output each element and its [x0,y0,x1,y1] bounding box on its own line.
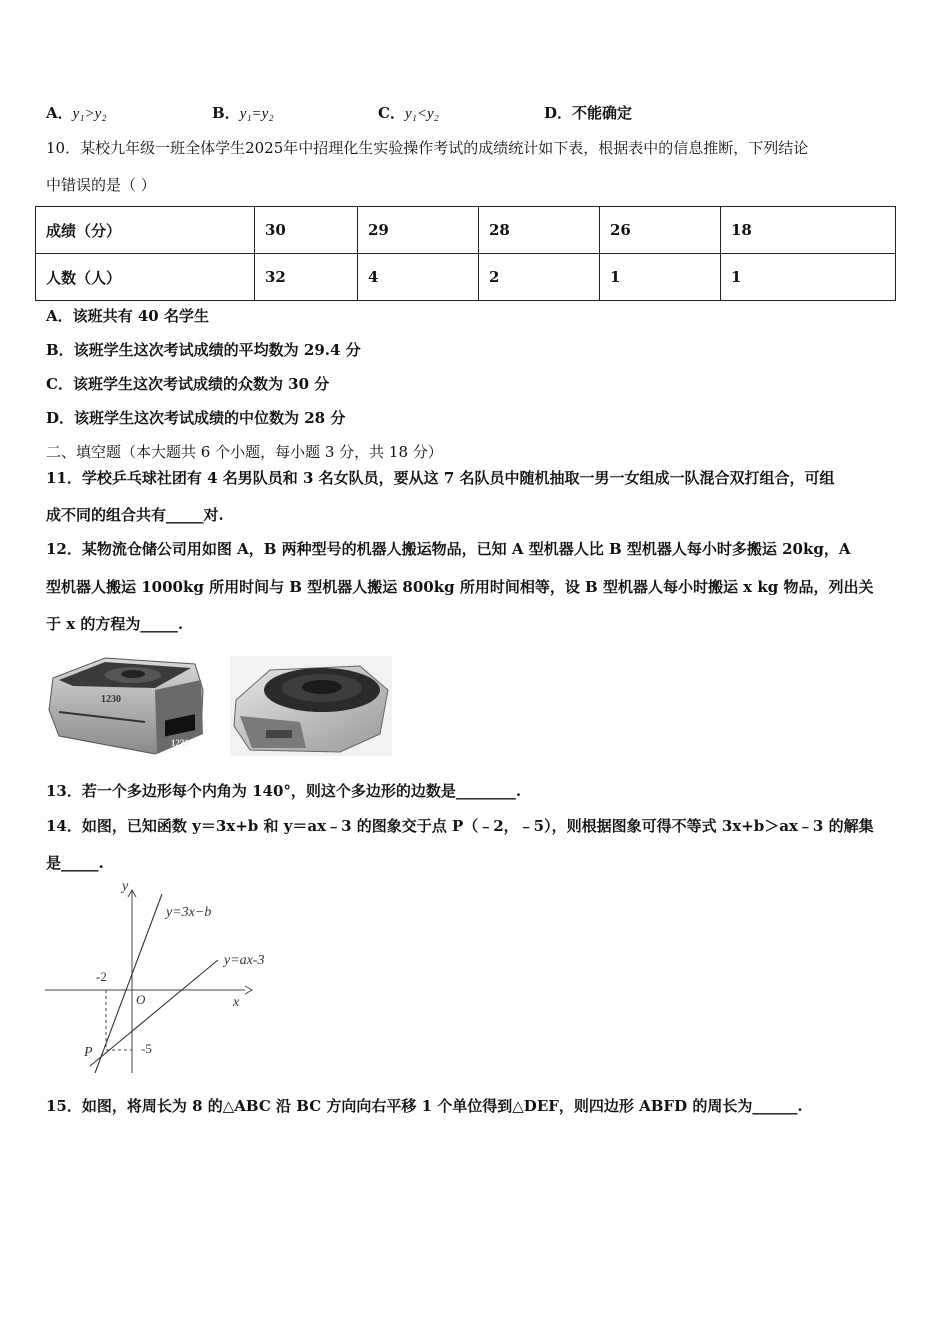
table-cell: 2 [479,254,600,301]
q10-option-d: D．该班学生这次考试成绩的中位数为 28 分 [46,409,346,427]
q14-stem-line1: 14．如图，已知函数 y＝3x+b 和 y＝ax﹣3 的图象交于点 P（﹣2，﹣5），则根据图象可得不等式 3x+b＞ax﹣3 的解集 [46,817,874,835]
option-text: y₁>y₂ [72,106,107,122]
line2-label: y=ax-3 [224,953,265,968]
table-cell: 32 [255,254,358,301]
option-label: B． [212,104,240,122]
robot-b-image [230,656,392,756]
table-cell: 18 [721,207,896,254]
q9-option-a [46,102,107,123]
x-axis-label: x [233,995,240,1010]
table-cell: 人数（人） [36,254,255,301]
point-p-label: P [84,1045,93,1060]
option-label: C． [378,104,405,122]
function-graph [40,878,290,1078]
score-table [35,206,896,301]
q15-stem: 15．如图，将周长为 8 的△ABC 沿 BC 方向向右平移 1 个单位得到△DEF，则四边形 ABFD 的周长为______. [46,1097,803,1115]
option-text: 不能确定 [572,104,633,122]
y-axis-label: y [122,879,129,894]
q10-option-c: C．该班学生这次考试成绩的众数为 30 分 [46,375,330,393]
q14-stem-line2: 是_____. [46,854,104,872]
q11-stem-line2: 成不同的组合共有_____对. [46,506,224,524]
origin-label: O [136,992,146,1007]
line1-label: y=3x−b [166,905,212,920]
option-text: y₁=y₂ [239,106,274,122]
q12-stem-line1: 12．某物流仓储公司用如图 A，B 两种型号的机器人搬运物品，已知 A 型机器人比 B 型机器人每小时多搬运 20kg，A [46,540,851,558]
q12-stem-line3: 于 x 的方程为_____. [46,615,184,633]
line-ax-3 [90,960,218,1066]
table-cell: 29 [358,207,479,254]
q9-option-b [212,102,274,123]
robot-side-label: 1230 [171,738,189,748]
option-text: y₁<y₂ [404,106,439,122]
table-cell: 成绩（分） [36,207,255,254]
q9-option-d [544,102,632,123]
table-cell: 4 [358,254,479,301]
q12-stem-line2: 型机器人搬运 1000kg 所用时间与 B 型机器人搬运 800kg 所用时间相等，设 B 型机器人每小时搬运 x kg 物品，列出关 [46,578,874,596]
x-axis-arrow [245,986,252,994]
q13-stem: 13．若一个多边形每个内角为 140°，则这个多边形的边数是________. [46,782,522,800]
q11-stem-line1: 11．学校乒乓球社团有 4 名男队员和 3 名女队员，要从这 7 名队员中随机抽取一男一女组成一队混合双打组合，可组 [46,469,835,487]
x-tick-label: -2 [96,969,107,984]
option-label: A． [46,104,73,122]
table-row [36,207,896,254]
table-cell: 30 [255,207,358,254]
option-label: D． [544,104,573,122]
q10-option-b: B．该班学生这次考试成绩的平均数为 29.4 分 [46,341,361,359]
table-cell: 26 [600,207,721,254]
table-cell: 1 [721,254,896,301]
table-cell: 28 [479,207,600,254]
q10-stem-line2: 中错误的是（ ） [46,176,156,194]
q10-stem-line1: 10．某校九年级一班全体学生2025年中招理化生实验操作考试的成绩统计如下表，根据表中的信息推断，下列结论 [46,139,809,157]
robot-top-label: 1230 [101,694,121,705]
q9-option-c [378,102,439,123]
table-row [36,254,896,301]
table-cell: 1 [600,254,721,301]
section-heading: 二、填空题（本大题共 6 个小题，每小题 3 分，共 18 分） [46,443,443,461]
robot-a-image [45,650,210,760]
q10-option-a: A．该班共有 40 名学生 [46,307,209,325]
y-tick-label: -5 [141,1041,152,1056]
